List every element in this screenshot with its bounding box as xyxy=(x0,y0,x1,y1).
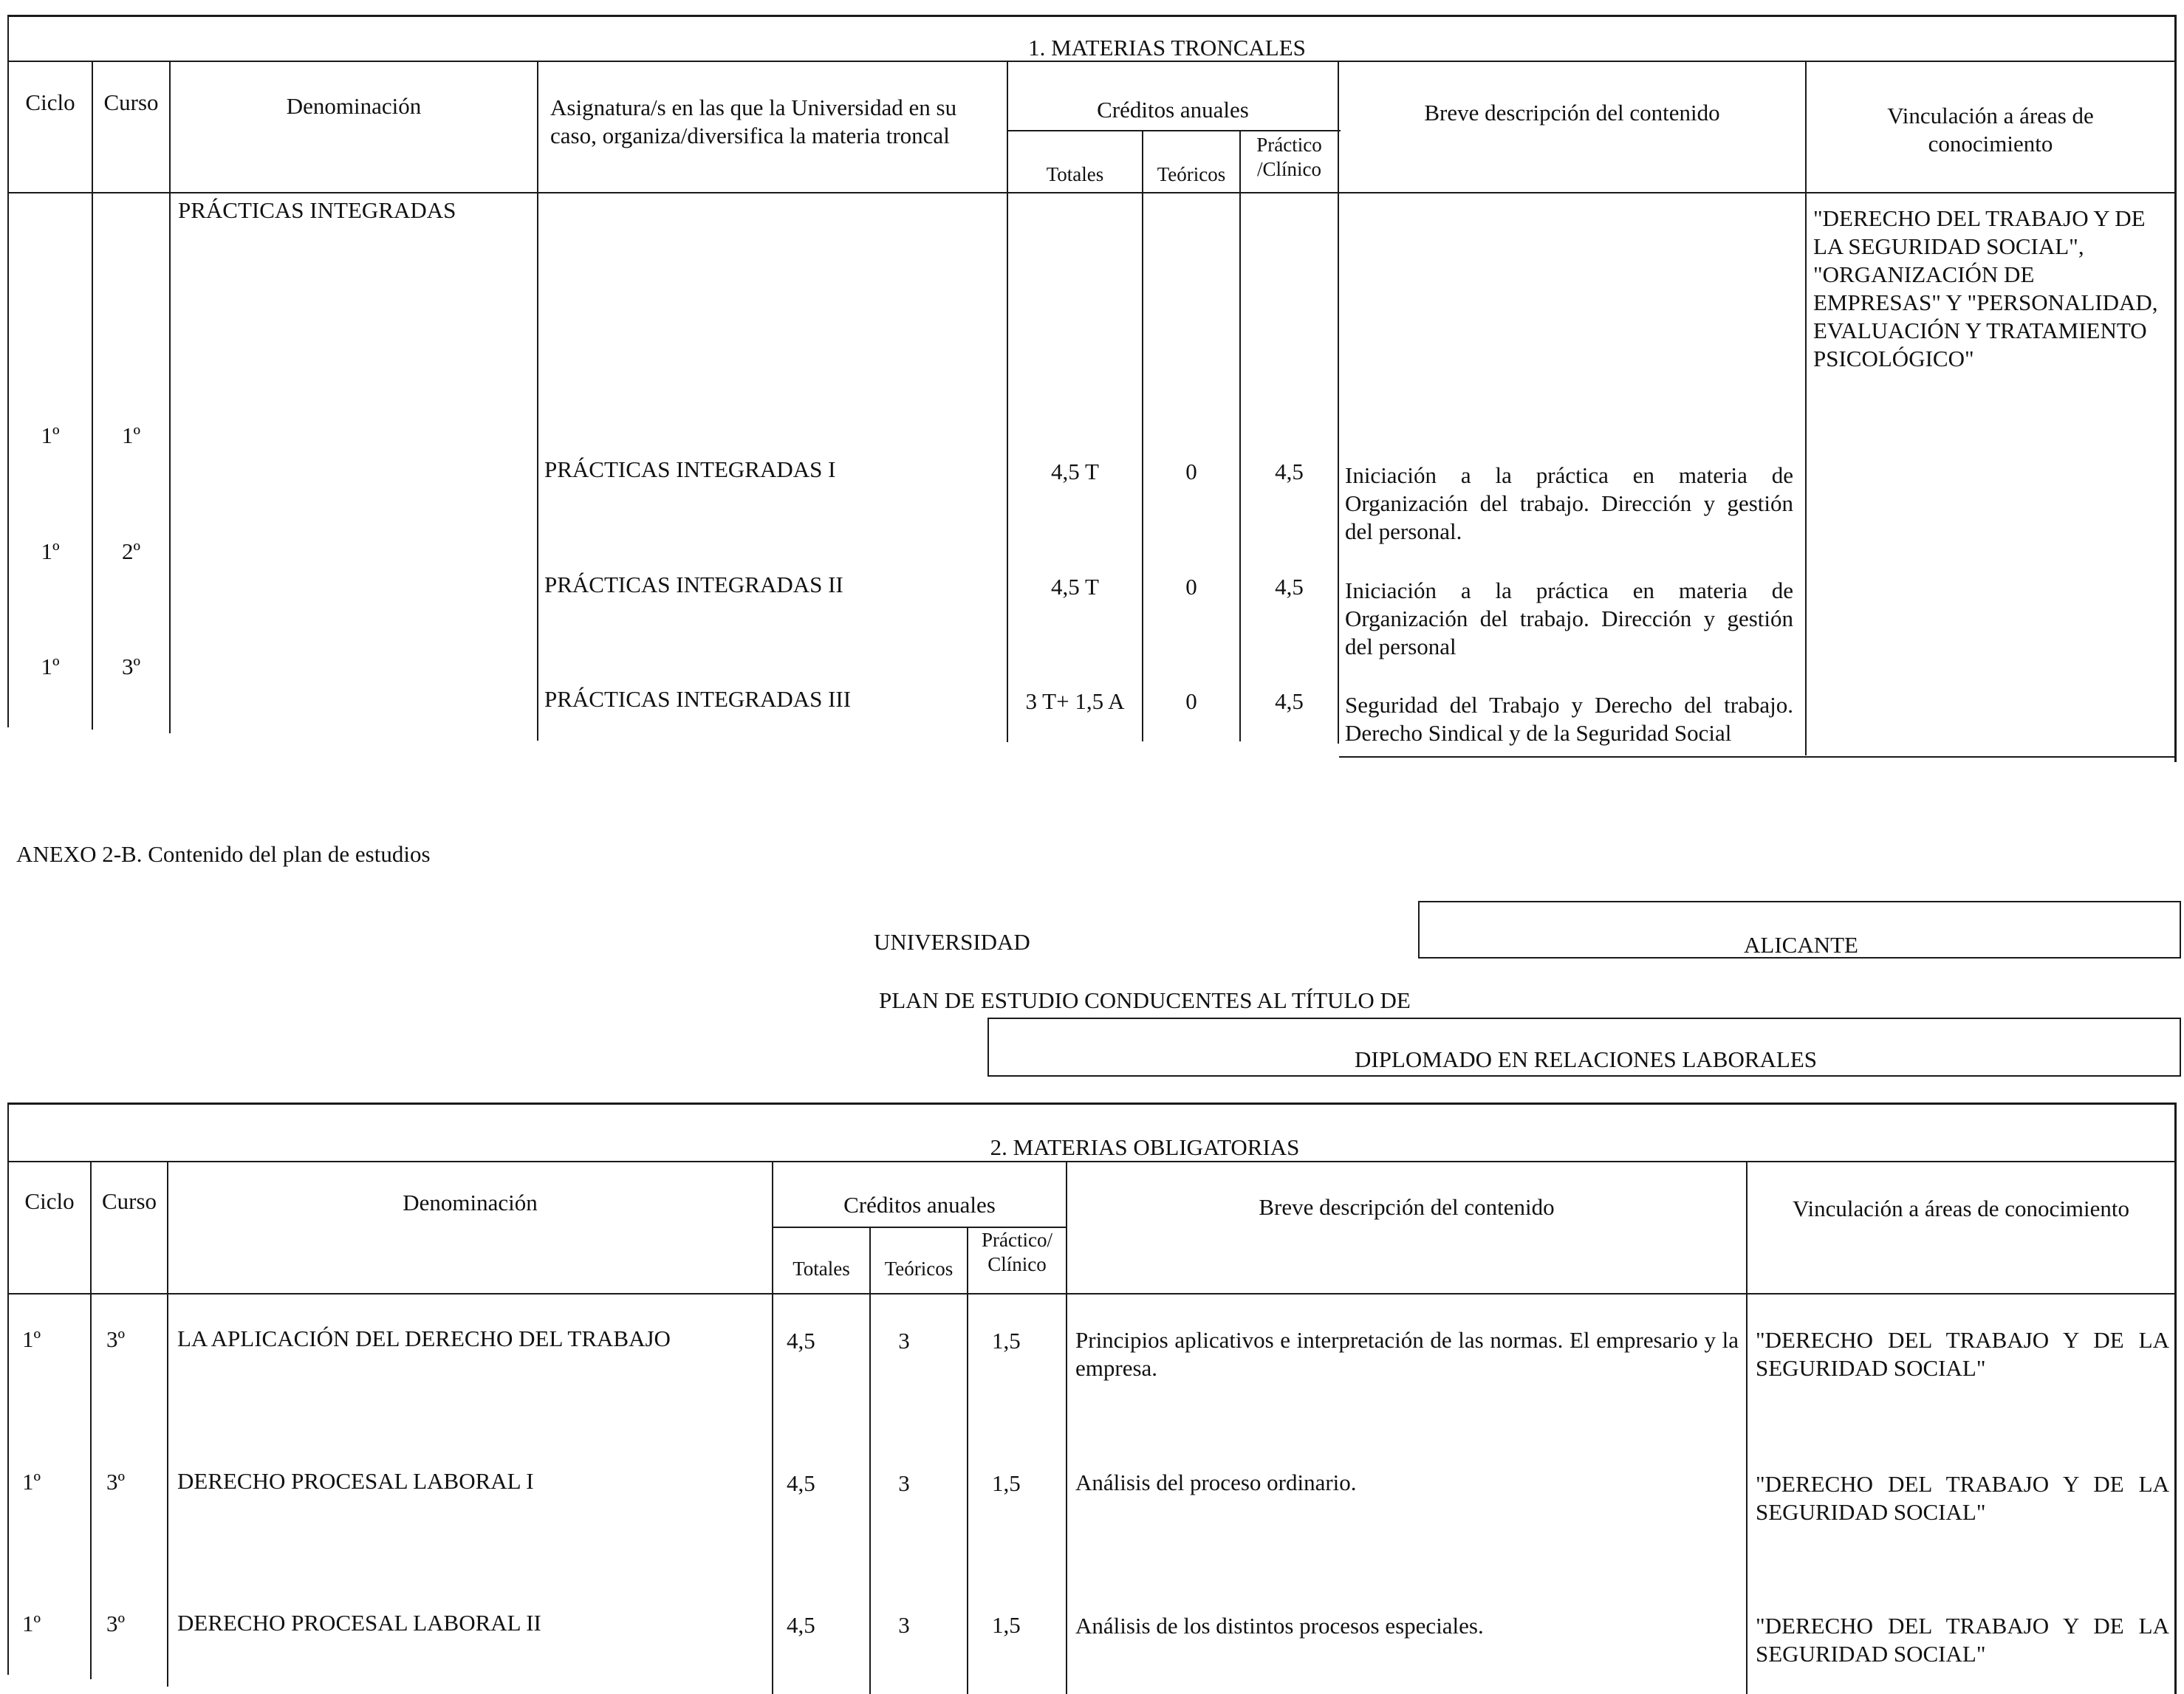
t2row1-vinculacion: "DERECHO DEL TRABAJO Y DE LA SEGURIDAD SOCIAL" xyxy=(1756,1327,2169,1381)
t2row3-ciclo: 1º xyxy=(22,1611,41,1636)
row1-teoricos: 0 xyxy=(1185,459,1197,484)
plan-value: DIPLOMADO EN RELACIONES LABORALES xyxy=(1354,1046,1818,1072)
universidad-value: ALICANTE xyxy=(1744,932,1858,958)
row2-totales: 4,5 T xyxy=(1051,574,1099,600)
plan-label: PLAN DE ESTUDIO CONDUCENTES AL TÍTULO DE xyxy=(879,987,1411,1013)
universidad-box xyxy=(1418,901,2181,959)
header2-descripcion: Breve descripción del contenido xyxy=(1259,1194,1555,1220)
header2-creditos: Créditos anuales xyxy=(843,1192,996,1218)
vinculacion-troncal: "DERECHO DEL TRABAJO Y DE LA SEGURIDAD SOCIAL", "ORGANIZACIÓN DE EMPRESAS" Y "PERSONALIDAD, EVALUACIÓN Y TRATAMIENTO PSICOLÓGICO" xyxy=(1813,205,2158,371)
t2row2-denominacion: DERECHO PROCESAL LABORAL I xyxy=(177,1468,534,1494)
header2-teoricos: Teóricos xyxy=(884,1258,954,1280)
t2row2-practico: 1,5 xyxy=(992,1470,1021,1496)
header2-denominacion: Denominación xyxy=(403,1190,538,1215)
row1-practico: 4,5 xyxy=(1275,459,1304,484)
header2-totales: Totales xyxy=(793,1258,850,1280)
universidad-label: UNIVERSIDAD xyxy=(874,929,1030,955)
t2row3-totales: 4,5 xyxy=(787,1612,815,1638)
header2-curso: Curso xyxy=(101,1188,157,1214)
t2row1-descripcion: Principios aplicativos e interpretación de las normas. El empresario y la empresa. xyxy=(1075,1327,1739,1381)
t2row2-teoricos: 3 xyxy=(898,1470,910,1496)
row1-asignatura: PRÁCTICAS INTEGRADAS I xyxy=(544,456,836,482)
t2row2-curso: 3º xyxy=(106,1469,126,1495)
row3-ciclo: 1º xyxy=(41,654,60,679)
row3-curso: 3º xyxy=(121,654,141,679)
row3-practico: 4,5 xyxy=(1275,688,1304,714)
t2row1-curso: 3º xyxy=(106,1326,126,1352)
row2-teoricos: 0 xyxy=(1185,574,1197,600)
annex-heading: ANEXO 2-B. Contenido del plan de estudios xyxy=(16,841,431,867)
t2row3-vinculacion: "DERECHO DEL TRABAJO Y DE LA SEGURIDAD SOCIAL" xyxy=(1756,1613,2169,1667)
header-teoricos: Teóricos xyxy=(1157,163,1226,185)
row2-ciclo: 1º xyxy=(41,538,60,564)
row1-totales: 4,5 T xyxy=(1051,459,1099,484)
row3-asignatura: PRÁCTICAS INTEGRADAS III xyxy=(544,686,852,712)
header-vinculacion: Vinculación a áreas de conocimiento xyxy=(1887,103,2094,157)
header-curso: Curso xyxy=(103,89,159,115)
t2row1-practico: 1,5 xyxy=(992,1328,1021,1354)
t2row1-ciclo: 1º xyxy=(22,1326,41,1352)
t2row3-curso: 3º xyxy=(106,1611,126,1636)
row1-descripcion: Iniciación a la práctica en materia de Organización del trabajo. Dirección y gestión del personal. xyxy=(1345,462,1793,544)
plan-box xyxy=(987,1018,2181,1077)
t2row1-denominacion: LA APLICACIÓN DEL DERECHO DEL TRABAJO xyxy=(177,1326,671,1351)
row1-ciclo: 1º xyxy=(41,422,60,448)
t2row2-descripcion: Análisis del proceso ordinario. xyxy=(1075,1470,1357,1495)
t2row3-descripcion: Análisis de los distintos procesos especiales. xyxy=(1075,1613,1484,1639)
header-creditos: Créditos anuales xyxy=(1097,97,1249,123)
t2row2-totales: 4,5 xyxy=(787,1470,815,1496)
row1-curso: 1º xyxy=(121,422,141,448)
header-totales: Totales xyxy=(1046,163,1104,185)
table-title: 1. MATERIAS TRONCALES xyxy=(1028,35,1306,61)
header2-vinculacion: Vinculación a áreas de conocimiento xyxy=(1792,1196,2130,1221)
t2row3-teoricos: 3 xyxy=(898,1612,910,1638)
row3-totales: 3 T+ 1,5 A xyxy=(1025,688,1125,714)
table2-title: 2. MATERIAS OBLIGATORIAS xyxy=(990,1134,1300,1160)
t2row2-ciclo: 1º xyxy=(22,1469,41,1495)
t2row3-practico: 1,5 xyxy=(992,1612,1021,1638)
denominacion-troncal: PRÁCTICAS INTEGRADAS xyxy=(178,197,456,223)
row2-descripcion: Iniciación a la práctica en materia de Organización del trabajo. Dirección y gestión del personal xyxy=(1345,577,1793,659)
t2row3-denominacion: DERECHO PROCESAL LABORAL II xyxy=(177,1610,541,1636)
row2-curso: 2º xyxy=(121,538,141,564)
t2row2-vinculacion: "DERECHO DEL TRABAJO Y DE LA SEGURIDAD SOCIAL" xyxy=(1756,1471,2169,1525)
row2-practico: 4,5 xyxy=(1275,574,1304,600)
header-denominacion: Denominación xyxy=(286,93,422,119)
t2row1-teoricos: 3 xyxy=(898,1328,910,1354)
header-asignatura: Asignatura/s en las que la Universidad en su caso, organiza/diversifica la materia troncal xyxy=(550,95,957,148)
header-ciclo: Ciclo xyxy=(25,89,75,115)
header-descripcion: Breve descripción del contenido xyxy=(1424,100,1720,126)
row3-descripcion: Seguridad del Trabajo y Derecho del trabajo. Derecho Sindical y de la Seguridad Social xyxy=(1345,692,1793,746)
header2-practico: Práctico/ Clínico xyxy=(982,1229,1052,1275)
header-practico: Práctico /Clínico xyxy=(1256,134,1322,180)
row2-asignatura: PRÁCTICAS INTEGRADAS II xyxy=(544,572,843,597)
row3-teoricos: 0 xyxy=(1185,688,1197,714)
t2row1-totales: 4,5 xyxy=(787,1328,815,1354)
header2-ciclo: Ciclo xyxy=(24,1188,75,1214)
